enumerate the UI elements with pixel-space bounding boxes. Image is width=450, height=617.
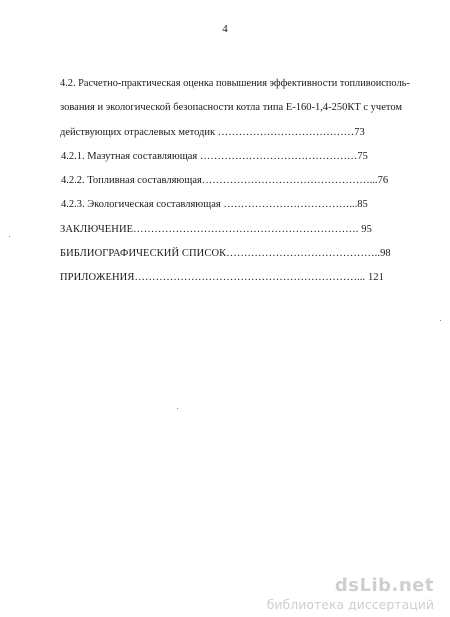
- toc-entry-bibliography: БИБЛИОГРАФИЧЕСКИЙ СПИСОК……………………………………..98: [60, 248, 391, 259]
- scan-speck: [9, 236, 10, 237]
- toc-entry-conclusion: ЗАКЛЮЧЕНИЕ………………………………………………………. 95: [60, 224, 372, 235]
- toc-entry-4-2-3: 4.2.3. Экологическая составляющая ………………………………...85: [61, 199, 368, 210]
- toc-section-4-2-line-1: 4.2. Расчетно-практическая оценка повышения эффективности топливоисполь-: [60, 78, 410, 89]
- toc-entry-appendices: ПРИЛОЖЕНИЯ………………………………………………………... 121: [60, 272, 384, 283]
- scan-speck: [440, 320, 441, 321]
- toc-section-4-2-line-2: зования и экологической безопасности котла типа Е-160-1,4-250КТ с учетом: [60, 102, 403, 113]
- toc-entry-4-2-2: 4.2.2. Топливная составляющая…………………………………………...76: [61, 175, 389, 186]
- page-number: 4: [222, 23, 228, 35]
- watermark-brand: dsLib.net: [334, 575, 434, 596]
- watermark-tagline: библиотека диссертаций: [266, 597, 434, 612]
- scan-speck: [177, 408, 178, 409]
- toc-entry-4-2-1: 4.2.1. Мазутная составляющая ………………………………………75: [61, 151, 368, 162]
- toc-section-4-2-line-3: действующих отраслевых методик …………………………………73: [60, 127, 365, 138]
